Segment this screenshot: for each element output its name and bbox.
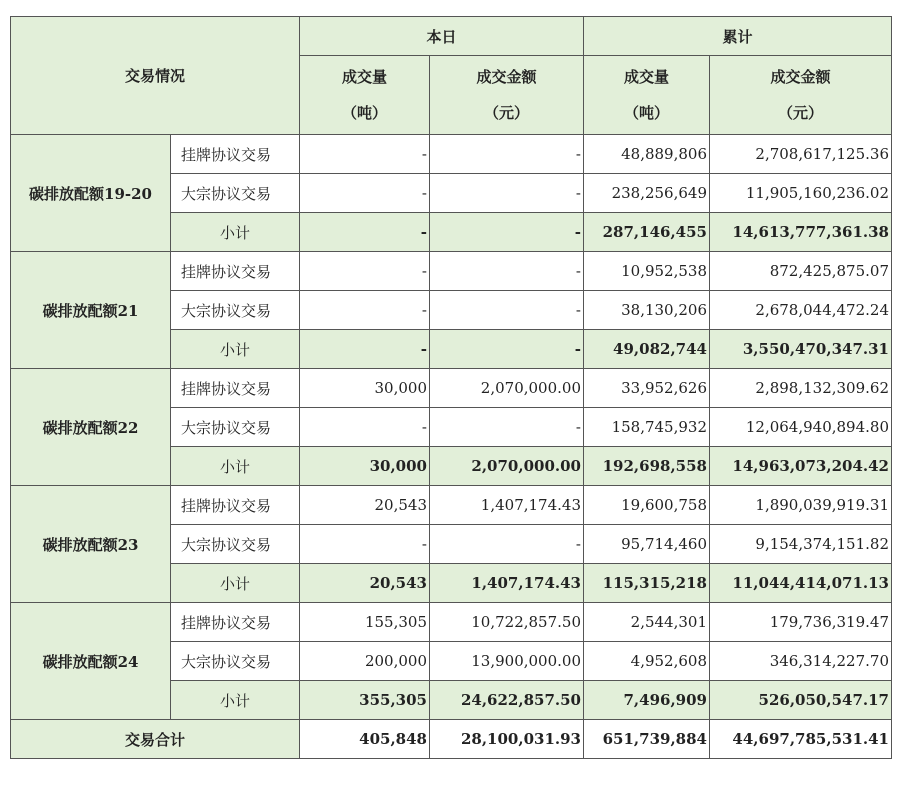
cell-today-vol: - — [300, 330, 430, 369]
trade-type-listed: 挂牌协议交易 — [171, 252, 300, 291]
cell-cum-vol: 4,952,608 — [584, 642, 710, 681]
cell-cum-vol: 33,952,626 — [584, 369, 710, 408]
cell-cum-amt: 179,736,319.47 — [710, 603, 892, 642]
cell-cum-amt: 2,708,617,125.36 — [710, 135, 892, 174]
cell-today-amt: 13,900,000.00 — [430, 642, 584, 681]
header-today-volume — [300, 56, 430, 135]
cell-cum-amt: 872,425,875.07 — [710, 252, 892, 291]
header-unit: （元） — [483, 104, 529, 122]
trade-type-bulk: 大宗协议交易 — [171, 408, 300, 447]
cell-cum-amt: 9,154,374,151.82 — [710, 525, 892, 564]
trade-type-listed: 挂牌协议交易 — [171, 135, 300, 174]
cell-cum-vol: 48,889,806 — [584, 135, 710, 174]
header-unit: （吨） — [341, 104, 387, 122]
cell-today-vol: 155,305 — [300, 603, 430, 642]
cell-today-vol: - — [300, 408, 430, 447]
group-name: 碳排放配额24 — [11, 603, 171, 720]
cell-cum-vol: 49,082,744 — [584, 330, 710, 369]
table-row — [11, 252, 892, 291]
cell-today-vol: - — [300, 525, 430, 564]
header-today: 本日 — [300, 17, 584, 56]
cell-today-vol: - — [300, 213, 430, 252]
total-cum-amount: 44,697,785,531.41 — [710, 720, 892, 759]
group-name: 碳排放配额21 — [11, 252, 171, 369]
total-today-volume: 405,848 — [300, 720, 430, 759]
cell-cum-amt: 14,613,777,361.38 — [710, 213, 892, 252]
cell-today-vol: - — [300, 252, 430, 291]
cell-today-vol: - — [300, 291, 430, 330]
total-today-amount: 28,100,031.93 — [430, 720, 584, 759]
cell-cum-amt: 1,890,039,919.31 — [710, 486, 892, 525]
cell-today-amt: 24,622,857.50 — [430, 681, 584, 720]
cell-today-vol: 200,000 — [300, 642, 430, 681]
cell-today-vol: - — [300, 135, 430, 174]
total-label: 交易合计 — [11, 720, 300, 759]
cell-cum-vol: 10,952,538 — [584, 252, 710, 291]
trade-type-subtotal: 小计 — [171, 447, 300, 486]
header-cum-volume — [584, 56, 710, 135]
cell-cum-vol: 95,714,460 — [584, 525, 710, 564]
cell-cum-vol: 287,146,455 — [584, 213, 710, 252]
header-cum-amount — [710, 56, 892, 135]
trade-type-listed: 挂牌协议交易 — [171, 486, 300, 525]
cell-today-vol: - — [300, 174, 430, 213]
cell-today-amt: - — [430, 174, 584, 213]
trade-type-subtotal: 小计 — [171, 213, 300, 252]
cell-cum-amt: 12,064,940,894.80 — [710, 408, 892, 447]
cell-today-amt: - — [430, 252, 584, 291]
cell-today-vol: 30,000 — [300, 447, 430, 486]
trade-type-subtotal: 小计 — [171, 681, 300, 720]
header-label: 成交金额 — [476, 68, 537, 86]
table-row — [11, 135, 892, 174]
header-unit: （吨） — [623, 104, 669, 122]
cell-cum-amt: 2,678,044,472.24 — [710, 291, 892, 330]
cell-cum-vol: 7,496,909 — [584, 681, 710, 720]
group-name: 碳排放配额22 — [11, 369, 171, 486]
cell-cum-vol: 38,130,206 — [584, 291, 710, 330]
cell-today-amt: 1,407,174.43 — [430, 564, 584, 603]
cell-today-amt: - — [430, 135, 584, 174]
trade-type-listed: 挂牌协议交易 — [171, 369, 300, 408]
cell-today-amt: 2,070,000.00 — [430, 447, 584, 486]
cell-cum-amt: 3,550,470,347.31 — [710, 330, 892, 369]
table-row — [11, 486, 892, 525]
cell-cum-vol: 115,315,218 — [584, 564, 710, 603]
header-label: 成交量 — [341, 68, 387, 86]
cell-cum-vol: 192,698,558 — [584, 447, 710, 486]
header-today-amount — [430, 56, 584, 135]
cell-cum-vol: 2,544,301 — [584, 603, 710, 642]
cell-cum-vol: 19,600,758 — [584, 486, 710, 525]
table-row — [11, 603, 892, 642]
cell-today-amt: 2,070,000.00 — [430, 369, 584, 408]
header-situation: 交易情况 — [11, 17, 300, 135]
cell-today-amt: - — [430, 408, 584, 447]
cell-cum-amt: 346,314,227.70 — [710, 642, 892, 681]
trade-type-bulk: 大宗协议交易 — [171, 525, 300, 564]
cell-today-vol: 20,543 — [300, 486, 430, 525]
cell-cum-vol: 238,256,649 — [584, 174, 710, 213]
cell-cum-amt: 14,963,073,204.42 — [710, 447, 892, 486]
trade-type-bulk: 大宗协议交易 — [171, 174, 300, 213]
cell-today-vol: 355,305 — [300, 681, 430, 720]
trade-type-bulk: 大宗协议交易 — [171, 291, 300, 330]
trade-type-bulk: 大宗协议交易 — [171, 642, 300, 681]
table-row — [11, 369, 892, 408]
cell-cum-vol: 158,745,932 — [584, 408, 710, 447]
carbon-trading-table — [10, 16, 892, 759]
cell-cum-amt: 11,044,414,071.13 — [710, 564, 892, 603]
trade-type-listed: 挂牌协议交易 — [171, 603, 300, 642]
cell-today-vol: 30,000 — [300, 369, 430, 408]
header-label: 成交量 — [623, 68, 669, 86]
header-label: 成交金额 — [770, 68, 831, 86]
cell-today-amt: - — [430, 330, 584, 369]
table-body — [11, 135, 892, 759]
cell-today-amt: 1,407,174.43 — [430, 486, 584, 525]
cell-today-amt: 10,722,857.50 — [430, 603, 584, 642]
header-unit: （元） — [777, 104, 823, 122]
cell-today-vol: 20,543 — [300, 564, 430, 603]
table-row-total — [11, 720, 892, 759]
cell-today-amt: - — [430, 213, 584, 252]
cell-cum-amt: 11,905,160,236.02 — [710, 174, 892, 213]
cell-cum-amt: 2,898,132,309.62 — [710, 369, 892, 408]
cell-today-amt: - — [430, 525, 584, 564]
cell-today-amt: - — [430, 291, 584, 330]
total-cum-volume: 651,739,884 — [584, 720, 710, 759]
group-name: 碳排放配额19-20 — [11, 135, 171, 252]
group-name: 碳排放配额23 — [11, 486, 171, 603]
header-cumulative: 累计 — [584, 17, 892, 56]
trade-type-subtotal: 小计 — [171, 564, 300, 603]
trade-type-subtotal: 小计 — [171, 330, 300, 369]
cell-cum-amt: 526,050,547.17 — [710, 681, 892, 720]
